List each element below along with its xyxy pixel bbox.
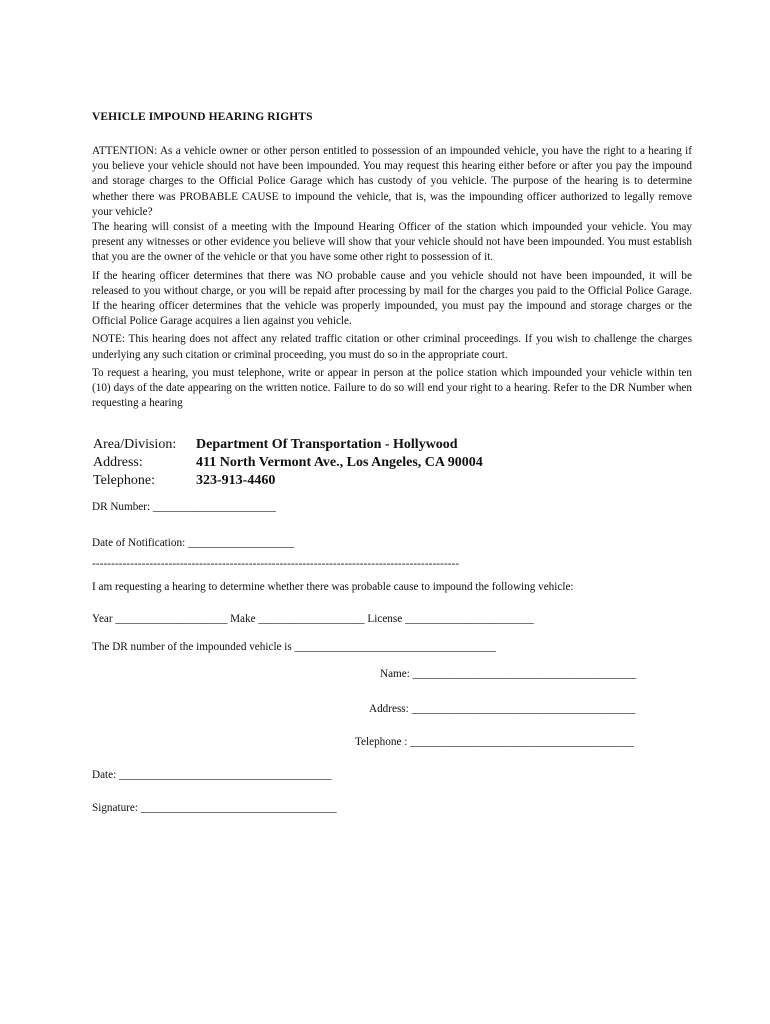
- attention-paragraph: ATTENTION: As a vehicle owner or other person entitled to possession of an impounded vehicle, you have the right to a hearing if you believe your vehicle should not have been impounded. You may request this hearing either before or after you pay the impound and storage charges to the Official Police Garage which has custody of you vehicle. The purpose of the hearing is to determine whether there was PROBABLE CAUSE to impound the vehicle, that is, was the impounding officer authorized to legally remove your vehicle?: [92, 145, 692, 218]
- telephone-value: 323-913-4460: [196, 473, 276, 488]
- area-value: Department Of Transportation - Hollywood: [196, 437, 458, 452]
- date-field[interactable]: Date: ______________________________________: [92, 769, 332, 781]
- station-contact: [93, 436, 483, 490]
- telephone-field[interactable]: Telephone : ________________________________________: [355, 736, 634, 748]
- impounded-dr-number-field[interactable]: The DR number of the impounded vehicle is ____________________________________: [92, 641, 496, 653]
- signature-field[interactable]: Signature: ___________________________________: [92, 802, 337, 814]
- request-paragraph: To request a hearing, you must telephone, write or appear in person at the police station which impounded your vehicle within ten (10) days of the date appearing on the written notice. Failure to do so will end your right to a hearing. Refer to the DR Number when requesting a hearing: [92, 366, 692, 410]
- name-field[interactable]: Name: ________________________________________: [380, 668, 637, 680]
- document-title: VEHICLE IMPOUND HEARING RIGHTS: [92, 111, 313, 123]
- area-label: Area/Division:: [93, 437, 177, 452]
- vehicle-details-field[interactable]: Year ____________________ Make ___________________ License _______________________: [92, 613, 534, 625]
- note-paragraph: NOTE: This hearing does not affect any related traffic citation or other criminal proceedings. If you wish to challenge the charges underlying any such citation or criminal proceeding, you must do so in the appropriate court.: [92, 333, 692, 361]
- cut-line-divider: ------------------------------------------------------------------------------------------------: [92, 558, 460, 570]
- date-of-notification-field[interactable]: Date of Notification: ___________________: [92, 537, 295, 549]
- rights-text: [92, 144, 692, 414]
- dr-number-field[interactable]: DR Number: ______________________: [92, 501, 276, 513]
- address-row: [93, 454, 483, 472]
- telephone-label: Telephone:: [93, 473, 155, 488]
- determination-paragraph: If the hearing officer determines that there was NO probable cause and you vehicle should not have been impounded, it will be released to you without charge, or you will be repaid after processing by mail for the charges you paid to the Official Police Garage. If the hearing officer determines that the vehicle was properly impounded, you must pay the impound and storage charges or the Official Police Garage acquires a lien against you vehicle.: [92, 269, 692, 328]
- address-label: Address:: [93, 455, 143, 470]
- address-field[interactable]: Address: ________________________________________: [369, 703, 636, 715]
- telephone-row: [93, 472, 483, 490]
- hearing-paragraph: The hearing will consist of a meeting with the Impound Hearing Officer of the station which impounded your vehicle. You may present any witnesses or other evidence you believe will show that your vehicle should not have been impounded. You must establish that you are the owner of the vehicle or that you have some other right to possession of it.: [92, 221, 692, 264]
- request-statement: I am requesting a hearing to determine whether there was probable cause to impound the following vehicle:: [92, 581, 574, 593]
- address-value: 411 North Vermont Ave., Los Angeles, CA 90004: [196, 455, 483, 470]
- area-row: [93, 436, 483, 454]
